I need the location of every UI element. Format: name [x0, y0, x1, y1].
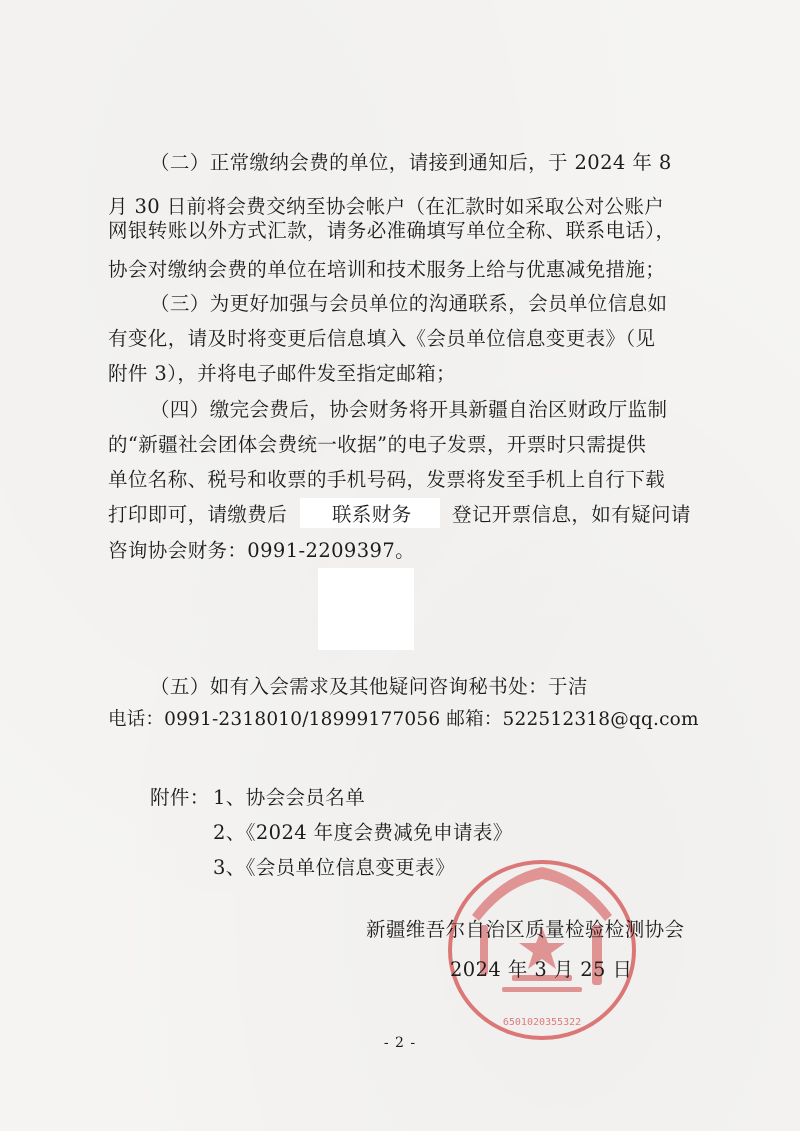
- paragraph-line: （四）缴完会费后，协会财务将开具新疆自治区财政厅监制: [150, 398, 668, 421]
- paragraph-line: 打印即可，请缴费后: [108, 503, 288, 526]
- seal-code-text: 6501020355322: [502, 1017, 582, 1028]
- attachment-item: 2、《2024 年度会费减免申请表》: [213, 821, 513, 844]
- paragraph-line: 有变化，请及时将变更后信息填入《会员单位信息变更表》（见: [108, 327, 656, 350]
- paragraph-line: 附件 3），并将电子邮件发至指定邮箱；: [108, 362, 456, 385]
- organization-name: 新疆维吾尔自治区质量检验检测协会: [366, 918, 685, 941]
- paragraph-line-contact-finance: 联系财务: [332, 503, 412, 526]
- contact-line: 电话：0991-2318010/18999177056 邮箱：522512318@qq.com: [108, 709, 699, 730]
- paragraph-line: 月 30 日前将会费交纳至协会帐户（在汇款时如采取公对公账户: [108, 195, 665, 218]
- paragraph-line: 登记开票信息，如有疑问请: [452, 503, 691, 526]
- attachments-label: 附件：: [150, 786, 210, 809]
- attachment-item: 1、协会会员名单: [213, 786, 366, 809]
- paragraph-line: 的“新疆社会团体会费统一收据”的电子发票，开票时只需提供: [108, 433, 647, 456]
- page-number: - 2 -: [383, 1035, 417, 1051]
- official-seal-icon: [442, 855, 642, 1045]
- paragraph-line: 单位名称、税号和收票的手机号码，发票将发至手机上自行下载: [108, 468, 666, 491]
- redaction-box: [318, 568, 414, 650]
- paragraph-line: 协会对缴纳会费的单位在培训和技术服务上给与优惠减免措施；: [108, 258, 666, 281]
- paragraph-line: （五）如有入会需求及其他疑问咨询秘书处：于洁: [150, 675, 588, 698]
- signature-date: 2024 年 3 月 25 日: [450, 958, 633, 981]
- paragraph-line: 咨询协会财务：0991-2209397。: [108, 539, 416, 562]
- paragraph-line: 网银转账以外方式汇款，请务必准确填写单位全称、联系电话），: [108, 219, 676, 242]
- paragraph-line: （二）正常缴纳会费的单位，请接到通知后，于 2024 年 8: [150, 151, 672, 174]
- attachment-item: 3、《会员单位信息变更表》: [213, 856, 455, 879]
- paragraph-line: （三）为更好加强与会员单位的沟通联系，会员单位信息如: [150, 292, 668, 315]
